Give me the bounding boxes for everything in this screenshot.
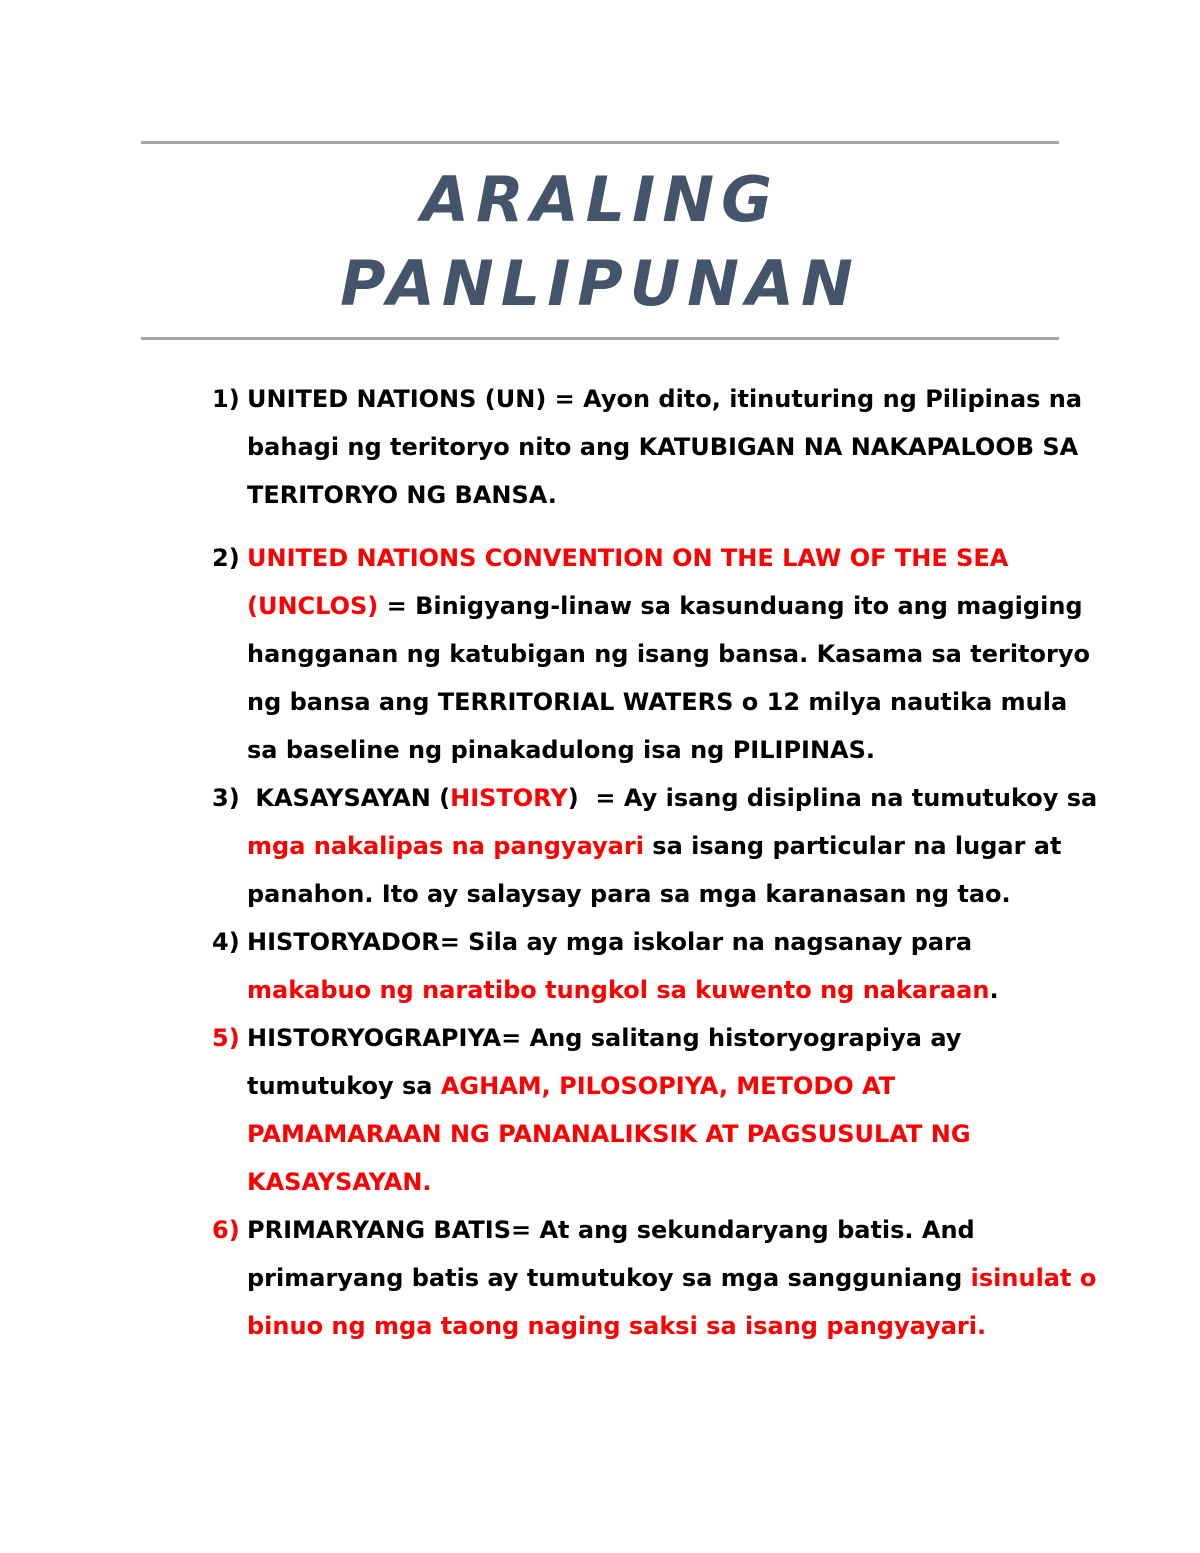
- item-line-highlight: binuo ng mga taong naging saksi sa isang pangyayari.: [247, 1312, 987, 1340]
- highlight-text: HISTORY: [450, 784, 568, 812]
- item-line: [247, 1254, 1097, 1302]
- item-line-highlight: KASAYSAYAN.: [247, 1168, 432, 1196]
- item-line: HISTORYOGRAPIYA= Ang salitang historyograpiya ay: [247, 1024, 962, 1052]
- highlight-text: isinulat o: [970, 1264, 1097, 1292]
- top-rule: [141, 141, 1059, 144]
- list-item-4: [200, 918, 1080, 1014]
- body-text: ) = Ay isang disiplina na tumutukoy sa: [567, 784, 1098, 812]
- item-number: 2): [212, 544, 240, 572]
- item-number: 4): [212, 928, 240, 956]
- body-text: .: [989, 976, 999, 1004]
- highlight-text: makabuo ng naratibo tungkol sa kuwento ng nakaraan: [247, 976, 990, 1004]
- title-line-1: ARALING: [420, 163, 780, 236]
- list-item-3: [200, 774, 1098, 918]
- item-line: [247, 822, 1080, 870]
- highlight-text: AGHAM, PILOSOPIYA, METODO AT: [440, 1072, 896, 1100]
- highlight-text: mga nakalipas na pangyayari: [247, 832, 644, 860]
- item-line: [247, 1062, 1080, 1110]
- highlight-text: (UNCLOS): [247, 592, 379, 620]
- item-line-highlight: UNITED NATIONS CONVENTION ON THE LAW OF THE SEA: [247, 544, 1009, 572]
- item-line: panahon. Ito ay salaysay para sa mga karanasan ng tao.: [247, 880, 1011, 908]
- item-line-highlight: PAMAMARAAN NG PANANALIKSIK AT PAGSUSULAT NG: [247, 1120, 971, 1148]
- item-number: 5): [212, 1024, 240, 1052]
- body-text: primaryang batis ay tumutukoy sa mga sangguniang: [247, 1264, 971, 1292]
- item-number: 3): [212, 784, 240, 812]
- bottom-rule: [141, 337, 1059, 340]
- item-line: [247, 582, 1083, 630]
- item-line: HISTORYADOR= Sila ay mga iskolar na nagsanay para: [247, 928, 973, 956]
- item-line: [247, 966, 1080, 1014]
- list-item-2: [200, 534, 1090, 774]
- item-line: hangganan ng katubigan ng isang bansa. Kasama sa teritoryo: [247, 640, 1090, 668]
- item-line: PRIMARYANG BATIS= At ang sekundaryang batis. And: [247, 1216, 975, 1244]
- item-number: 1): [212, 385, 240, 413]
- body-text: tumutukoy sa: [247, 1072, 441, 1100]
- list-item-5: [200, 1014, 1080, 1206]
- item-line: UNITED NATIONS (UN) = Ayon dito, itinuturing ng Pilipinas na: [247, 385, 1083, 413]
- definitions-list: [200, 375, 1098, 1350]
- item-line: bahagi ng teritoryo nito ang KATUBIGAN NA NAKAPALOOB SA: [247, 433, 1079, 461]
- body-text: KASAYSAYAN (: [247, 784, 451, 812]
- body-text: = Binigyang-linaw sa kasunduang ito ang magiging: [378, 592, 1083, 620]
- item-line: ng bansa ang TERRITORIAL WATERS o 12 milya nautika mula: [247, 688, 1068, 716]
- body-text: sa isang particular na lugar at: [643, 832, 1062, 860]
- item-line: sa baseline ng pinakadulong isa ng PILIPINAS.: [247, 736, 876, 764]
- item-line: [247, 774, 1098, 822]
- list-item-6: [200, 1206, 1097, 1350]
- title-line-2: PANLIPUNAN: [340, 247, 860, 320]
- item-line: TERITORYO NG BANSA.: [247, 481, 557, 509]
- document-title: [141, 158, 1059, 326]
- item-number: 6): [212, 1216, 240, 1244]
- list-item-1: [200, 375, 1083, 519]
